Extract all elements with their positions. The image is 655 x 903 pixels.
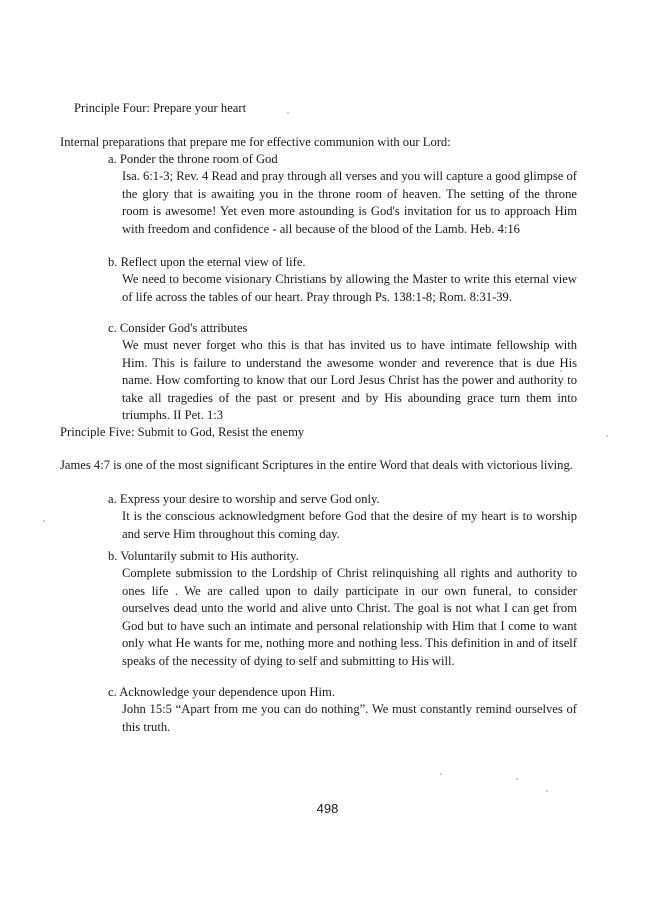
principle-five-item-a-label: a. Express your desire to worship and serve God only. (108, 492, 380, 506)
principle-five-item-c-body: John 15:5 “Apart from me you can do nothing”. We must constantly remind ourselves of this truth. (122, 702, 577, 734)
page-number: 498 (316, 801, 339, 816)
scan-speck (43, 520, 45, 522)
principle-four-item-c-label: c. Consider God's attributes (108, 321, 248, 335)
scan-speck (560, 370, 562, 372)
principle-five-heading: Principle Five: Submit to God, Resist the enemy (60, 425, 305, 439)
principle-five-item-b-body: Complete submission to the Lordship of Christ relinquishing all rights and authority to ones life . We are called upon to daily participate in our own funeral, to consider ourselves dead unto the world and alive unto Christ. The goal is not what I can get from God but to have such an intimate and personal relationship with Him that I come to want only what He wants for me, nothing more and nothing less. This definition in and of itself speaks of the necessity of dying to self and submitting to His will. (122, 566, 577, 668)
scan-speck (440, 773, 442, 775)
scan-speck (516, 778, 518, 780)
scan-speck (287, 112, 289, 114)
scan-speck (606, 435, 608, 437)
scan-speck (546, 790, 548, 792)
principle-four-item-a-label: a. Ponder the throne room of God (108, 152, 278, 166)
principle-five-item-b-label: b. Voluntarily submit to His authority. (108, 549, 299, 563)
principle-four-item-b-body: We need to become visionary Christians by allowing the Master to write this eternal view of life across the tables of our heart. Pray through Ps. 138:1-8; Rom. 8:31-39. (122, 272, 577, 304)
principle-four-heading: Principle Four: Prepare your heart (74, 101, 247, 115)
principle-four-intro: Internal preparations that prepare me for effective communion with our Lord: (60, 135, 451, 149)
principle-four-item-b-label: b. Reflect upon the eternal view of life. (108, 255, 306, 269)
principle-four-item-c-body: We must never forget who this is that has invited us to have intimate fellowship with Him. This is failure to understand the awesome wonder and reverence that is due His name. How comforting to know that our Lord Jesus Christ has the power and authority to take all tragedies of the past or present and by His abounding grace turn them into triumphs. II Pet. 1:3 (122, 338, 577, 423)
principle-five-intro: James 4:7 is one of the most significant Scriptures in the entire Word that deals with victorious living. (60, 458, 573, 472)
principle-five-item-a-body: It is the conscious acknowledgment before God that the desire of my heart is to worship and serve Him throughout this coming day. (122, 509, 577, 541)
principle-four-item-a-body: Isa. 6:1-3; Rev. 4 Read and pray through all verses and you will capture a good glimpse of the glory that is awaiting you in the throne room of heaven. The setting of the throne room is awesome! Yet even more astounding is God's invitation for us to approach Him with freedom and confidence - all because of the blood of the Lamb. Heb. 4:16 (122, 169, 577, 236)
principle-five-item-c-label: c. Acknowledge your dependence upon Him. (108, 685, 335, 699)
